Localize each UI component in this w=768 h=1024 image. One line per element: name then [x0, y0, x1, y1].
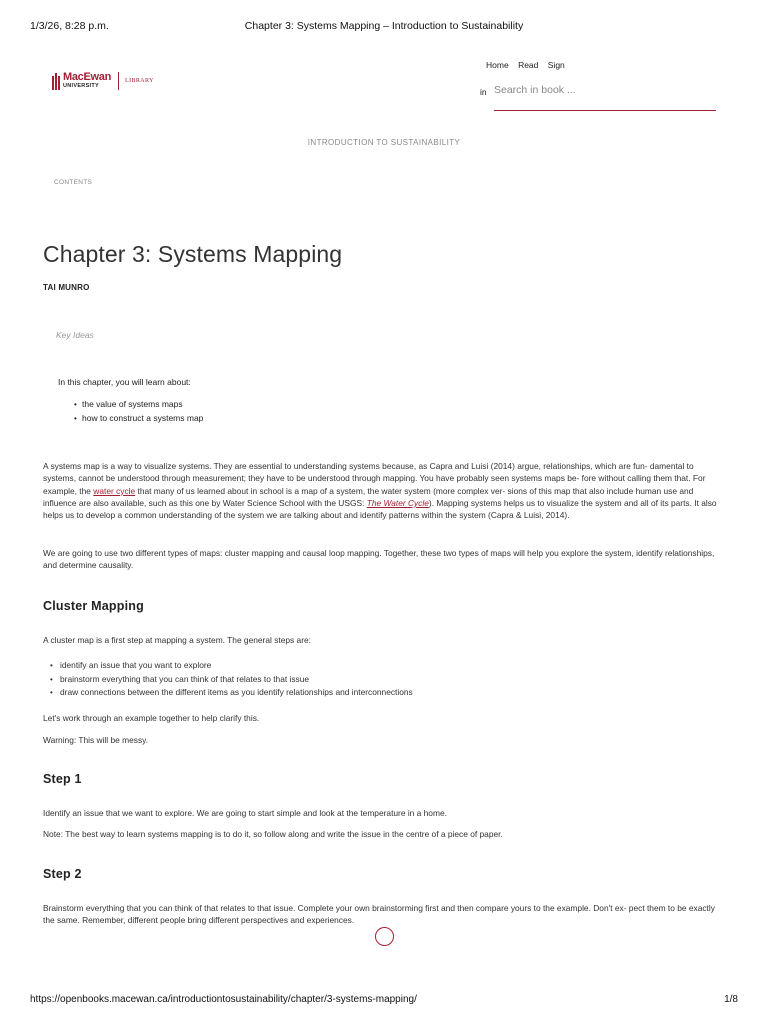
cluster-intro: A cluster map is a first step at mapping a system. The general steps are:	[43, 635, 311, 645]
list-item: • brainstorm everything that you can think of that relates to that issue	[50, 673, 413, 687]
loading-circle-icon	[375, 927, 394, 946]
key-ideas-list	[74, 398, 203, 425]
step-1-heading: Step 1	[43, 772, 82, 786]
step-2-text: Brainstorm everything that you can think of that relates to that issue. Complete your own brainstorming first and then compare yours to the example. Don't ex- pect them to be exactly the same. Remember, different people bring different perspectives and experiences.	[43, 903, 715, 926]
key-ideas-label: Key Ideas	[56, 330, 94, 340]
chapter-author: TAI MUNRO	[43, 283, 90, 292]
list-item: • the value of systems maps	[74, 398, 203, 412]
step-1-note: Note: The best way to learn systems mapping is to do it, so follow along and write the issue in the centre of a piece of paper.	[43, 829, 503, 839]
list-item: • identify an issue that you want to explore	[50, 659, 413, 673]
two-maps-paragraph: We are going to use two different types of maps: cluster mapping and causal loop mapping. Together, these two types of maps will help you explore the system, identify relationships, and determine causality.	[43, 548, 715, 571]
list-item: • how to construct a systems map	[74, 412, 203, 426]
cluster-steps-list	[50, 659, 413, 700]
chapter-title: Chapter 3: Systems Mapping	[43, 241, 343, 267]
cluster-example: Let's work through an example together to help clarify this.	[43, 713, 260, 723]
print-datetime: 1/3/26, 8:28 p.m.	[30, 20, 109, 32]
step-2-heading: Step 2	[43, 867, 82, 881]
logo-name: MacEwan	[63, 71, 112, 84]
intro-paragraph	[43, 460, 725, 521]
intro-text-1: A systems map is a way to visualize systems. They are essential to understanding systems because, as Capra and Luisi (2014) argue, relationships, which are fun- damental to systems, cannot be understood through measurement; they have to be understood through mapping. You have probably seen systems maps be- fore without calling them that. For example, the	[43, 461, 706, 496]
top-nav	[486, 60, 572, 70]
intro-text-3: ). Mapping systems helps us to visualize the system and all of its parts. It also helps us to develop a common understanding of the system we are talking about and identify patterns within the system (Capra & Luisi, 2014).	[43, 497, 717, 521]
list-item: • draw connections between the different items as you identify relationships and interconnections	[50, 686, 413, 700]
search-input[interactable]	[494, 80, 716, 96]
cluster-mapping-heading: Cluster Mapping	[43, 599, 144, 613]
nav-sign-in-link[interactable]: Sign	[547, 60, 565, 70]
search-box	[494, 80, 716, 111]
logo-divider	[118, 72, 119, 90]
step-1-text: Identify an issue that we want to explore. We are going to start simple and look at the temperature in a home.	[43, 808, 447, 818]
intro-text-2: that many of us learned about in school is a map of a system, the water system (more complex ver- sions of this map that also include human use and influence are also available, such as this one by Water Science School with the USGS:	[43, 485, 694, 508]
print-doc-title: Chapter 3: Systems Mapping – Introduction to Sustainability	[244, 20, 524, 32]
cluster-warning: Warning: This will be messy.	[43, 735, 149, 745]
nav-read-link[interactable]: Read	[518, 60, 539, 70]
logo-sub: UNIVERSITY	[63, 83, 100, 90]
macewan-logo-icon	[52, 73, 60, 90]
print-page-number: 1/8	[724, 994, 738, 1005]
print-url: https://openbooks.macewan.ca/introductiontosustainability/chapter/3-systems-mapping/	[30, 994, 417, 1005]
water-cycle-link[interactable]: water cycle	[93, 485, 136, 496]
contents-toggle[interactable]: CONTENTS	[54, 179, 93, 186]
key-ideas-intro: In this chapter, you will learn about:	[58, 377, 191, 387]
book-title[interactable]: INTRODUCTION TO SUSTAINABILITY	[307, 138, 461, 147]
usgs-water-cycle-link[interactable]: The Water Cycle	[366, 497, 429, 508]
nav-sign-in-suffix[interactable]: in	[480, 87, 487, 97]
nav-home-link[interactable]: Home	[486, 60, 509, 70]
logo-library: LIBRARY	[125, 78, 154, 84]
macewan-library-logo[interactable]	[52, 72, 154, 90]
